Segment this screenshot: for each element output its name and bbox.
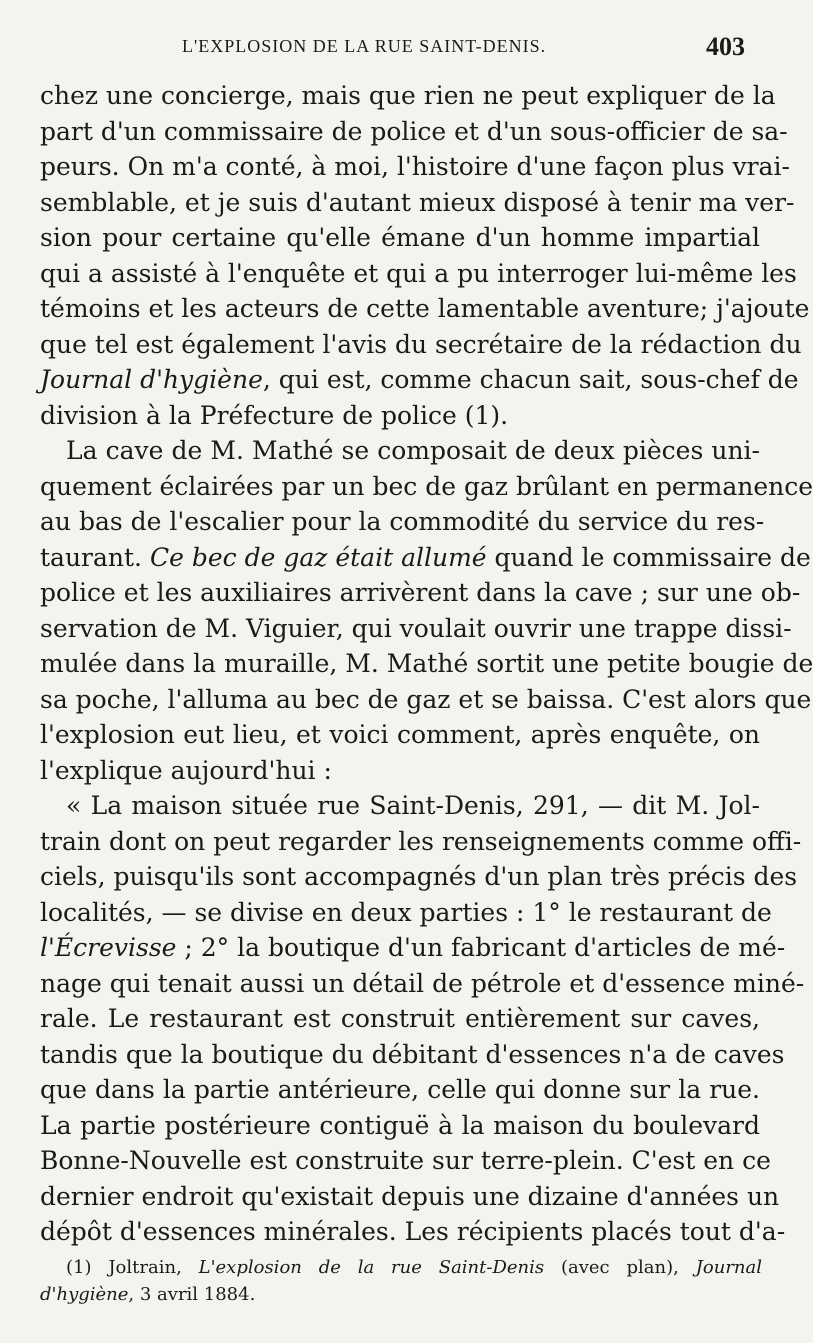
text-line [66, 789, 760, 823]
text-line [40, 1180, 780, 1214]
italic-text: L'explosion de la rue Saint-Denis [198, 1257, 545, 1278]
text-line [40, 221, 760, 255]
text-segment: La partie postérieure contiguë à la maison du boulevard [40, 1110, 760, 1140]
text-line [40, 186, 795, 220]
text-segment: nage qui tenait aussi un détail de pétrole et d'essence miné- [40, 968, 805, 998]
text-segment: taurant. [40, 542, 150, 572]
text-segment: mulée dans la muraille, M. Mathé sortit une petite bougie de [40, 649, 813, 678]
text-line [40, 79, 776, 113]
text-segment: Bonne-Nouvelle est construite sur terre-plein. C'est en ce [40, 1146, 771, 1175]
text-segment: division à la Préfecture de police (1). [40, 400, 509, 430]
text-segment: train dont on peut regarder les renseignements comme offi- [40, 826, 802, 856]
text-line [40, 754, 760, 788]
footnote-line [66, 1255, 762, 1281]
text-segment: qui a assisté à l'enquête et qui a pu interroger lui-même les [40, 258, 797, 288]
text-segment: part d'un commissaire de police et d'un sous-officier de sa- [40, 116, 788, 146]
text-line [40, 860, 798, 894]
text-segment: l'explosion eut lieu, et voici comment, après enquête, on [40, 720, 760, 749]
text-segment: au bas de l'escalier pour la commodité du service du res- [40, 507, 765, 536]
text-line [40, 1073, 760, 1107]
text-line [40, 1215, 786, 1249]
text-line [40, 1038, 785, 1072]
footnote-line [40, 1282, 762, 1308]
text-line [40, 470, 813, 504]
text-line [40, 825, 802, 859]
running-title: L'EXPLOSION DE LA RUE SAINT-DENIS. [182, 36, 547, 56]
text-line [40, 576, 801, 610]
italic-text: d'hygiène [40, 1284, 129, 1305]
text-segment: peurs. On m'a conté, à moi, l'histoire d'une façon plus vrai- [40, 152, 790, 181]
text-line [40, 150, 790, 184]
text-line [40, 505, 765, 539]
text-segment: que dans la partie antérieure, celle qui donne sur la rue. [40, 1075, 760, 1104]
text-segment: La cave de M. Mathé se composait de deux pièces uni- [66, 436, 760, 465]
text-line [40, 896, 772, 930]
text-line [40, 399, 760, 433]
text-line [40, 647, 813, 681]
text-segment: localités, — se divise en deux parties : 1° le restaurant de [40, 897, 772, 927]
text-line [40, 683, 812, 717]
text-line [66, 434, 760, 468]
text-segment: « La maison située rue Saint-Denis, 291, — dit M. Jol- [66, 791, 760, 820]
text-segment: , 3 avril 1884. [128, 1284, 256, 1305]
text-segment: servation de M. Viguier, qui voulait ouvrir une trappe dissi- [40, 613, 792, 643]
text-segment: ciels, puisqu'ils sont accompagnés d'un plan très précis des [40, 862, 798, 891]
text-line [40, 612, 792, 646]
text-line [40, 1002, 760, 1036]
text-line [40, 115, 788, 149]
text-segment: ; 2° la boutique d'un fabricant d'articles de mé- [176, 933, 786, 962]
text-segment: , qui est, comme chacun sait, sous-chef de [262, 365, 799, 394]
text-segment: (1) Joltrain, [66, 1257, 199, 1278]
text-line [40, 967, 805, 1001]
text-segment: dernier endroit qu'existait depuis une dizaine d'années un [40, 1181, 780, 1211]
italic-text: l'Écrevisse [40, 933, 177, 962]
text-line [40, 328, 802, 362]
text-segment: tandis que la boutique du débitant d'essences n'a de caves [40, 1039, 785, 1069]
text-line [40, 718, 760, 752]
text-segment: l'explique aujourd'hui : [40, 755, 332, 785]
text-segment: chez une concierge, mais que rien ne peut expliquer de la [40, 81, 776, 110]
italic-text: Journal [695, 1257, 763, 1278]
text-segment: rale. Le restaurant est construit entièrement sur caves, [40, 1004, 760, 1033]
text-segment: police et les auxiliaires arrivèrent dans la cave ; sur une ob- [40, 578, 801, 607]
text-segment: quand le commissaire de [486, 542, 811, 572]
page-header [0, 32, 800, 66]
text-segment: témoins et les acteurs de cette lamentable aventure; j'ajoute [40, 294, 810, 323]
text-segment: sa poche, l'alluma au bec de gaz et se baissa. C'est alors que [40, 684, 812, 714]
text-line [40, 292, 810, 326]
text-segment: dépôt d'essences minérales. Les récipients placés tout d'a- [40, 1217, 786, 1246]
text-line [40, 257, 797, 291]
text-segment: (avec plan), [544, 1257, 696, 1278]
italic-text: Journal d'hygiène [40, 365, 263, 394]
text-line [40, 931, 786, 965]
text-line [40, 1109, 760, 1143]
text-line [40, 1144, 771, 1178]
text-line [40, 541, 811, 575]
text-segment: semblable, et je suis d'autant mieux disposé à tenir ma ver- [40, 187, 795, 217]
text-segment: que tel est également l'avis du secrétaire de la rédaction du [40, 329, 802, 359]
italic-text: Ce bec de gaz était allumé [149, 542, 487, 572]
text-line [40, 363, 799, 397]
text-segment: quement éclairées par un bec de gaz brûlant en permanence [40, 471, 813, 501]
text-segment: sion pour certaine qu'elle émane d'un homme impartial [40, 223, 760, 252]
page-number: 403 [706, 32, 745, 61]
